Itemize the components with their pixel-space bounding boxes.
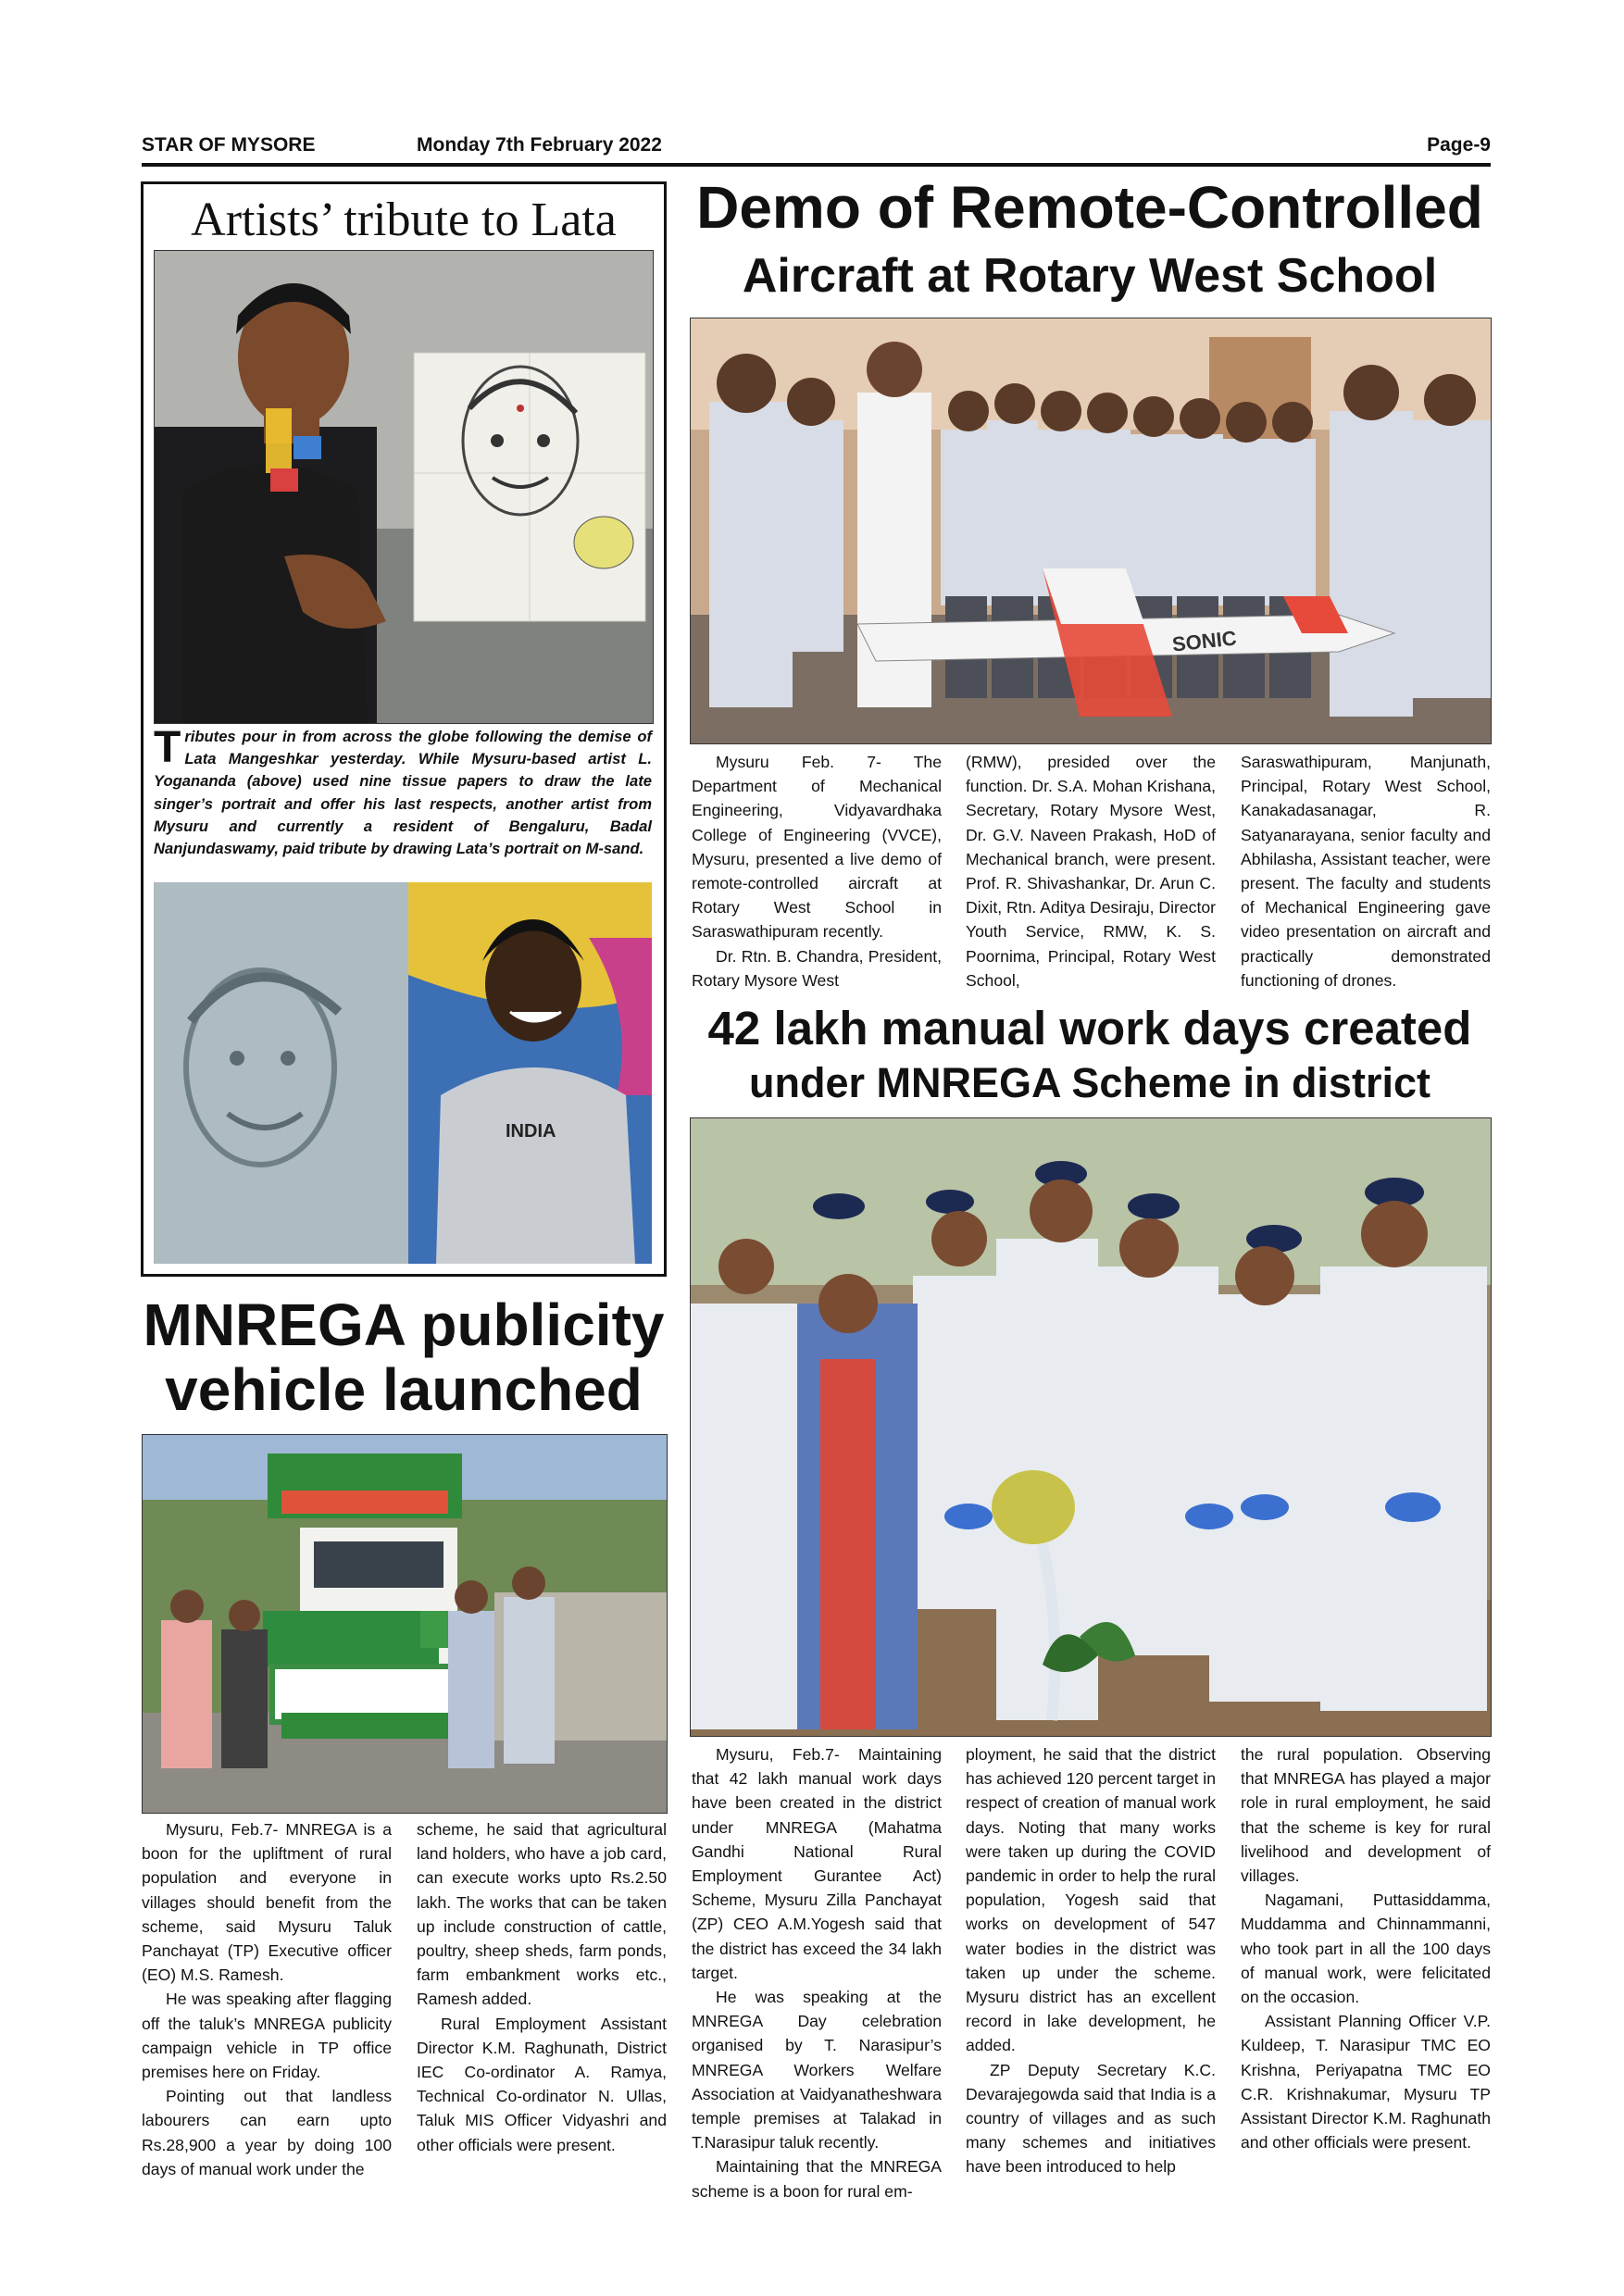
msand-portrait-photo	[154, 882, 652, 1264]
mnrega-days-headline-2: under MNREGA Scheme in district	[749, 1059, 1430, 1106]
newspaper-name: STAR OF MYSORE	[142, 134, 316, 156]
publicity-vehicle-photo	[142, 1434, 668, 1814]
paragraph: ZP Deputy Secretary K.C. Devarajegowda said that India is a country of villages and as such many schemes and initiatives have been introduced to help	[966, 2060, 1216, 2177]
publicity-col-2	[417, 1817, 667, 2157]
paragraph: Maintaining that the MNREGA scheme is a boon for rural em-	[692, 2157, 942, 2201]
mnrega-days-headline-1: 42 lakh manual work days created	[707, 1002, 1472, 1054]
paragraph: Assistant Planning Officer V.P. Kuldeep, T. Narasipur TMC EO Krishna, Periyapatna TMC EO C.R. Krishnakumar, Mysuru TP Assistant Director K.M. Raghunath and other officials were present.	[1241, 2012, 1491, 2152]
paragraph: Mysuru Feb. 7- The Department of Mechanical Engineering, Vidyavardhaka College of Engineering (VVCE), Mysuru, presented a live demo of remote-controlled aircraft at Rotary West School in Saraswathipuram recently.	[692, 753, 942, 942]
mnrega-day-photo-art	[691, 1118, 1491, 1736]
aircraft-label: SONIC	[1170, 626, 1238, 656]
paragraph: Saraswathipuram, Manjunath, Principal, Rotary West School, Kanakadasanagar, R. Satyanarayana, senior faculty and Abhilasha, Assistant teacher, were present. The faculty and students of Mechanical Engineering gave video presentation on aircraft and practically demonstrated functioning of drones.	[1241, 753, 1491, 990]
aircraft-col-2	[966, 750, 1216, 992]
aircraft-col-3	[1241, 750, 1491, 992]
publicity-headline-2: vehicle launched	[165, 1356, 643, 1423]
aircraft-demo-photo	[690, 318, 1492, 744]
lata-headline: Artists’ tribute to Lata	[191, 193, 617, 246]
mnrega-days-col-1	[692, 1742, 942, 2203]
paragraph: Mysuru, Feb.7- MNREGA is a boon for the upliftment of rural population and everyone in villages should benefit from the scheme, said Mysuru Taluk Panchayat (TP) Executive officer (EO) M.S. Ramesh.	[142, 1820, 392, 1985]
paragraph: ployment, he said that the district has achieved 120 percent target in respect of creation of manual work days. Noting that many works were taken up during the COVID pandemic in order to help the rural population, Yogesh said that works on development of 547 water bodies in the district was taken up under the scheme. Mysuru district has an excellent record in lake development, he added.	[966, 1745, 1216, 2055]
masthead-rule	[142, 163, 1491, 167]
issue-date: Monday 7th February 2022	[417, 134, 662, 156]
mnrega-days-col-3	[1241, 1742, 1491, 2154]
aircraft-photo-art	[691, 318, 1491, 743]
paragraph: He was speaking after flagging off the taluk’s MNREGA publicity campaign vehicle in TP office premises here on Friday.	[142, 1990, 392, 2082]
masthead	[142, 134, 1491, 162]
paragraph: Dr. Rtn. B. Chandra, President, Rotary Mysore West	[692, 946, 942, 990]
caption-dropcap: T	[154, 723, 181, 772]
publicity-col-1	[142, 1817, 392, 2181]
paragraph: Mysuru, Feb.7- Maintaining that 42 lakh manual work days have been created in the district under MNREGA (Mahatma Gandhi National Rural Employment Gurantee Act) Scheme, Mysuru Zilla Panchayat (ZP) CEO A.M.Yogesh said that the district has exceed the 34 lakh target.	[692, 1745, 942, 1982]
yogananda-portrait-photo	[154, 250, 654, 724]
paragraph: Nagamani, Puttasiddamma, Muddamma and Chinnammanni, who took part in all the 100 days of manual work, were felicitated on the occasion.	[1241, 1890, 1491, 2007]
mnrega-day-photo	[690, 1117, 1492, 1737]
paragraph: the rural population. Observing that MNREGA has played a major role in rural employment, he said that the scheme is key for rural livelihood and development of villages.	[1241, 1745, 1491, 1886]
msand-photo-art	[154, 882, 652, 1264]
aircraft-headline-2: Aircraft at Rotary West School	[742, 249, 1438, 303]
aircraft-col-1	[692, 750, 942, 992]
paragraph: Pointing out that landless labourers can earn upto Rs.28,900 a year by doing 100 days of manual work under the	[142, 2087, 392, 2178]
lata-caption	[154, 723, 652, 860]
paragraph: He was speaking at the MNREGA Day celebration organised by T. Narasipur’s MNREGA Workers Welfare Association at Vaidyanatheshwara temple premises at Talakad in T.Narasipur taluk recently.	[692, 1988, 942, 2152]
publicity-photo-art	[143, 1435, 667, 1813]
paragraph: (RMW), presided over the function. Dr. S.A. Mohan Krishana, Secretary, Rotary Mysore West, Dr. G.V. Naveen Prakash, HoD of Mechanical branch, were present. Prof. R. Shivashankar, Dr. Arun C. Dixit, Rtn. Aditya Desiraju, Director Youth Service, RMW, K. S. Poornima, Principal, Rotary West School,	[966, 753, 1216, 990]
yogananda-photo-art	[155, 251, 653, 723]
mnrega-days-col-2	[966, 1742, 1216, 2179]
caption-text: ributes pour in from across the globe following the demise of Lata Mangeshkar yesterday. While Mysuru-based artist L. Yogananda (above) used nine tissue papers to draw the late singer’s portrait and offer his last respects, another artist from Mysuru and currently a resident of Bengaluru, Badal Nanjundaswamy, paid tribute by drawing Lata’s portrait on M-sand.	[154, 728, 652, 858]
publicity-headline-1: MNREGA publicity	[143, 1292, 665, 1358]
aircraft-headline-1: Demo of Remote-Controlled	[696, 174, 1483, 241]
paragraph: Rural Employment Assistant Director K.M. Raghunath, District IEC Co-ordinator A. Ramya, Technical Co-ordinator N. Ullas, Taluk MIS Officer Vidyashri and other officials were present.	[417, 2014, 667, 2154]
tshirt-text: INDIA	[506, 1121, 556, 1142]
page-number: Page-9	[1427, 134, 1491, 156]
paragraph: scheme, he said that agricultural land holders, who have a job card, can execute works upto Rs.2.50 lakh. The works that can be taken up include construction of cattle, poultry, sheep sheds, farm ponds, farm embankment works etc., Ramesh added.	[417, 1820, 667, 2009]
